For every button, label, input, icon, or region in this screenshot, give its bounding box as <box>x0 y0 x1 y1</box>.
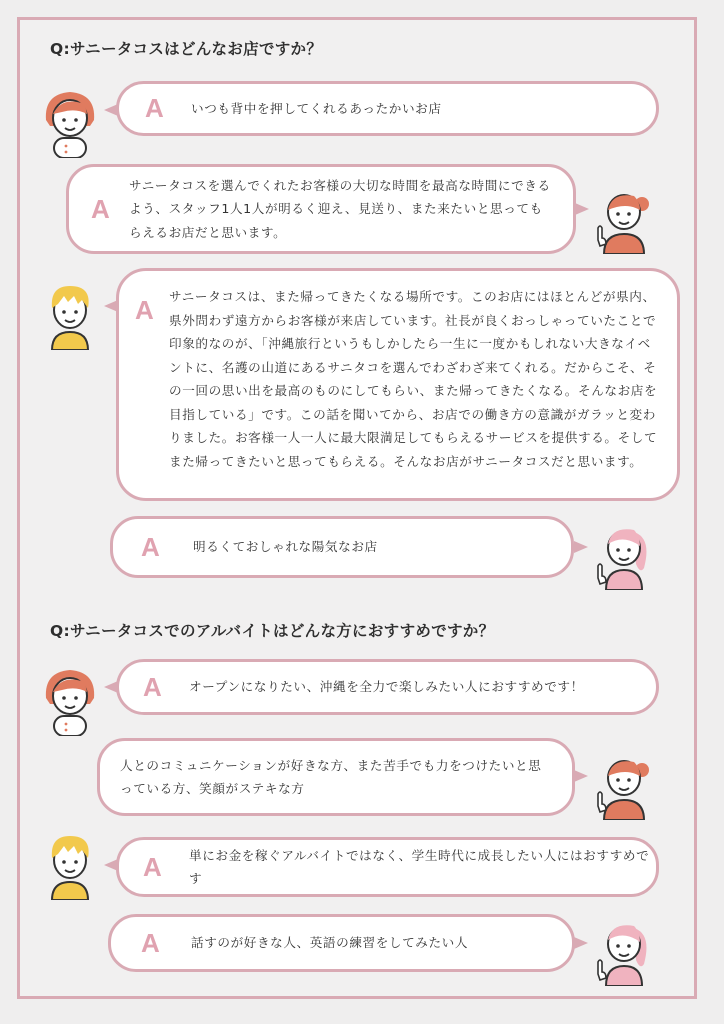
answer-mark: A <box>143 671 162 702</box>
answer-mark: A <box>91 193 110 224</box>
answer-text: 話すのが好きな人、英語の練習をしてみたい人 <box>191 935 469 951</box>
avatar-orange-woman-pointing-icon <box>594 182 654 254</box>
avatar-orange-woman-icon <box>40 86 100 158</box>
answer-bubble-1 <box>116 81 659 136</box>
bubble-tail <box>575 203 589 215</box>
answer-mark: A <box>141 531 160 562</box>
answer-bubble-4 <box>110 516 574 578</box>
answer-mark: A <box>135 295 154 325</box>
answer-bubble-6 <box>97 738 575 816</box>
avatar-yellow-boy-icon <box>40 828 100 900</box>
avatar-yellow-boy-icon <box>40 278 100 350</box>
answer-text: オープンになりたい、沖縄を全力で楽しみたい人におすすめです！ <box>189 679 584 695</box>
answer-text: サニータコスは、また帰ってきたくなる場所です。このお店にはほとんどが県内、県外問わず遠方からお客様が来店しています。社長が良くおっしゃっていたことで印象的なのが、「沖縄旅行というもしかしたら一生に一度かもしれない大きなイベントに、名護の山道にあるサニタコを選んでわざわざ来てくれる。だからこそ、その一回の思い出を最高のものにしてもらい、また帰ってきたくなる。そんなお店を目指している」です。この話を聞いてから、お店での働き方の意識がガラッと変わりました。お客様一人一人に最大限満足してもらえるサービスを提供する。そしてまた帰ってきたいと思ってもらえる。そんなお店がサニータコスだと思います。 <box>169 289 658 469</box>
avatar-pink-woman-pointing-icon <box>594 518 654 590</box>
answer-bubble-2 <box>66 164 576 254</box>
answer-bubble-8 <box>108 914 575 972</box>
avatar-pink-woman-pointing-icon <box>594 914 654 986</box>
answer-text: 単にお金を稼ぐアルバイトではなく、学生時代に成長したい人にはおすすめです <box>189 847 650 886</box>
avatar-orange-woman-icon <box>40 664 100 736</box>
question-1: Q:サニータコスはどんなお店ですか？ <box>50 40 323 58</box>
avatar-orange-woman-pointing-icon <box>594 748 654 820</box>
bubble-tail <box>574 541 588 553</box>
answer-mark: A <box>145 93 164 123</box>
answer-mark: A <box>143 851 162 882</box>
answer-text: 人とのコミュニケーションが好きな方、また苦手でも力をつけたいと思っている方、笑顔がステキな方 <box>120 757 542 796</box>
answer-bubble-5 <box>116 659 659 715</box>
question-2: Q:サニータコスでのアルバイトはどんな方におすすめですか？ <box>50 622 495 640</box>
answer-text: 明るくておしゃれな陽気なお店 <box>193 539 378 555</box>
bubble-tail <box>574 770 588 782</box>
answer-bubble-7 <box>116 837 659 897</box>
answer-mark: A <box>141 927 160 958</box>
answer-bubble-3 <box>116 268 680 501</box>
answer-text: サニータコスを選んでくれたお客様の大切な時間を最高な時間にできるよう、スタッフ1人1人が明るく迎え、見送り、また来たいと思ってもらえるお店だと思います。 <box>129 177 551 240</box>
answer-text: いつも背中を押してくれるあったかいお店 <box>191 100 442 116</box>
bubble-tail <box>574 937 588 949</box>
